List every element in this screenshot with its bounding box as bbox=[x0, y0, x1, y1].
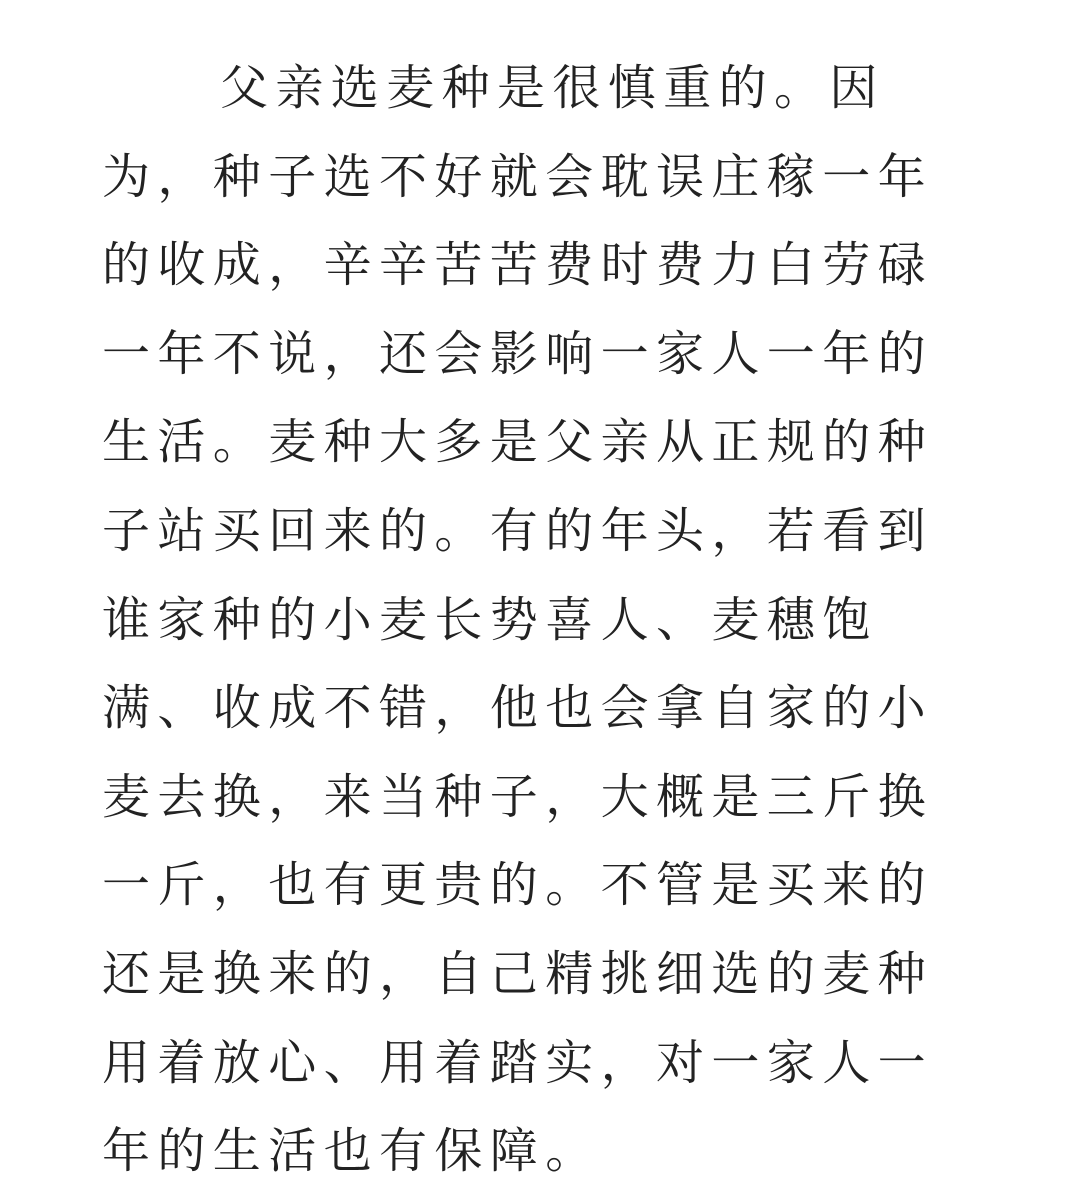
text-line: 生活。麦种大多是父亲从正规的种 bbox=[102, 414, 934, 471]
article-body bbox=[102, 44, 982, 1196]
text-line: 子站买回来的。有的年头，若看到 bbox=[102, 502, 934, 559]
text-line: 父亲选麦种是很慎重的。因 bbox=[220, 60, 885, 116]
text-line: 满、收成不错，他也会拿自家的小 bbox=[102, 680, 934, 737]
text-line: 麦去换，来当种子，大概是三斤换 bbox=[102, 768, 934, 825]
text-line: 为，种子选不好就会耽误庄稼一年 bbox=[102, 148, 934, 205]
text-line: 用着放心、用着踏实，对一家人一 bbox=[102, 1034, 934, 1091]
text-line: 一年不说，还会影响一家人一年的 bbox=[102, 325, 934, 382]
text-line: 一斤，也有更贵的。不管是买来的 bbox=[102, 857, 934, 914]
text-line: 谁家种的小麦长势喜人、麦穗饱 bbox=[102, 591, 878, 648]
text-line: 还是换来的，自己精挑细选的麦种 bbox=[102, 945, 934, 1002]
text-line: 年的生活也有保障。 bbox=[102, 1123, 601, 1180]
text-line: 的收成，辛辛苦苦费时费力白劳碌 bbox=[102, 237, 934, 294]
